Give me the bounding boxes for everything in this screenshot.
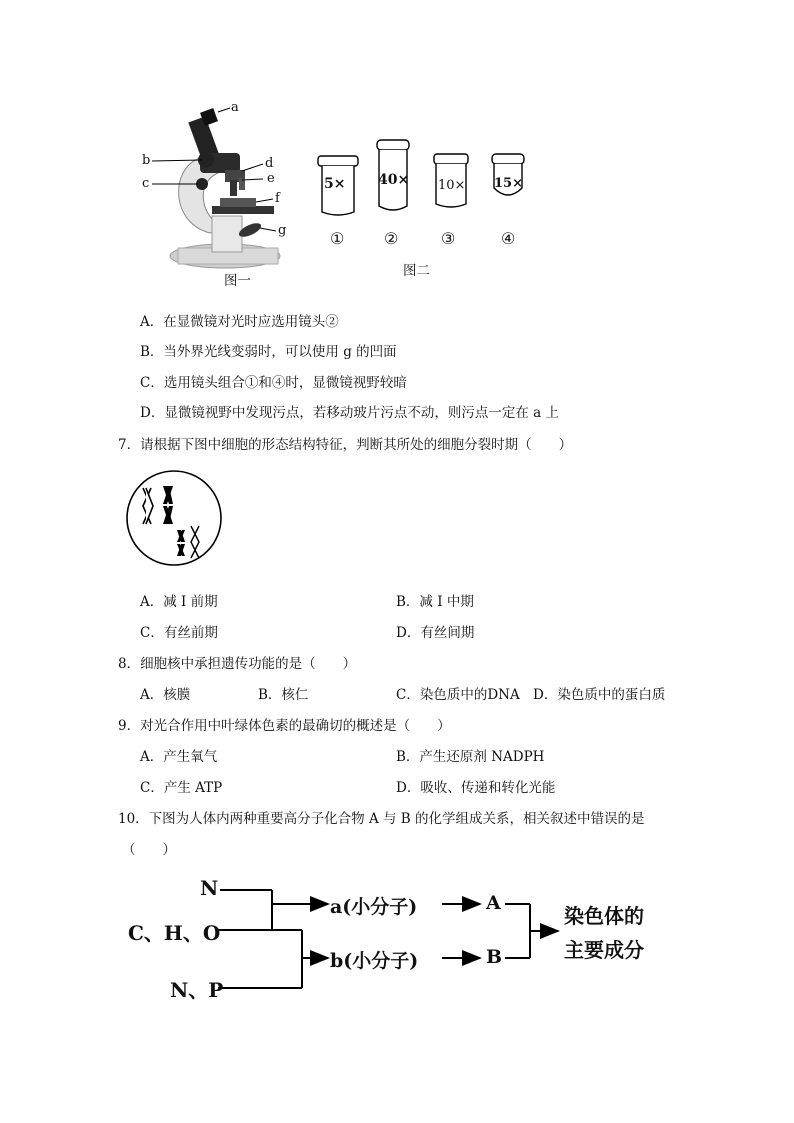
q7-option-a: A．减 I 前期 [140, 594, 218, 610]
cell-diagram [125, 470, 225, 570]
label-b: b [142, 153, 151, 168]
q8-option-d: D．染色质中的蛋白质 [533, 687, 666, 703]
q7-stem: 7．请根据下图中细胞的形态结构特征，判断其所处的细胞分裂时期（ ） [118, 437, 573, 453]
q6-option-c: C．选用镜头组合①和④时，显微镜视野较暗 [140, 375, 407, 391]
lens-1-magnification: 5× [324, 176, 346, 192]
q10-paren: （ ） [122, 842, 176, 858]
element-np: N、P [170, 978, 224, 1002]
label-d: d [265, 156, 274, 171]
q7-option-d: D．有丝间期 [396, 625, 475, 641]
lens-2-number: ② [384, 229, 399, 248]
label-f: f [275, 191, 280, 206]
lens-3-magnification: 10× [438, 178, 466, 193]
lens-4-number: ④ [501, 229, 516, 248]
q10-stem: 10．下图为人体内两种重要高分子化合物 A 与 B 的化学组成关系，相关叙述中错误的是 [118, 811, 645, 827]
lens-figure [312, 132, 532, 252]
q6-option-a: A．在显微镜对光时应选用镜头② [140, 314, 339, 330]
lens-3-number: ③ [441, 229, 456, 248]
q8-option-b: B．核仁 [258, 687, 309, 703]
q9-stem: 9．对光合作用中叶绿体色素的最确切的概述是（ ） [118, 718, 451, 734]
result-line-2: 主要成分 [564, 938, 644, 962]
macromolecule-b: B [486, 946, 503, 968]
small-molecule-b: b(小分子) [330, 950, 419, 972]
label-e: e [267, 171, 275, 186]
q9-option-d: D．吸收、传递和转化光能 [396, 780, 556, 796]
q6-option-b: B．当外界光线变弱时，可以使用 g 的凹面 [140, 344, 397, 360]
result-line-1: 染色体的 [564, 904, 644, 928]
label-a: a [231, 100, 239, 115]
element-cho: C、H、O [128, 921, 221, 945]
q9-option-c: C．产生 ATP [140, 780, 223, 796]
q8-option-a: A．核膜 [140, 687, 191, 703]
figure1-caption: 图一 [224, 273, 251, 289]
q6-option-d: D．显微镜视野中发现污点，若移动玻片污点不动，则污点一定在 a 上 [140, 405, 559, 421]
lens-4-magnification: 15× [494, 176, 523, 191]
q9-option-a: A．产生氧气 [140, 749, 218, 765]
q8-option-c: C．染色质中的DNA [396, 687, 520, 703]
small-molecule-a: a(小分子) [330, 896, 418, 918]
macromolecule-a: A [486, 892, 501, 914]
q9-option-b: B．产生还原剂 NADPH [396, 749, 545, 765]
element-n: N [200, 876, 219, 900]
figure2-caption: 图二 [403, 263, 430, 279]
q7-option-c: C．有丝前期 [140, 625, 218, 641]
label-c: c [142, 176, 150, 191]
q7-option-b: B．减 I 中期 [396, 594, 474, 610]
lens-1-number: ① [330, 229, 345, 248]
label-g: g [278, 223, 287, 238]
composition-diagram [120, 870, 680, 1000]
lens-2-magnification: 40× [378, 172, 410, 188]
q8-stem: 8．细胞核中承担遗传功能的是（ ） [118, 656, 357, 672]
microscope-figure [130, 98, 300, 273]
